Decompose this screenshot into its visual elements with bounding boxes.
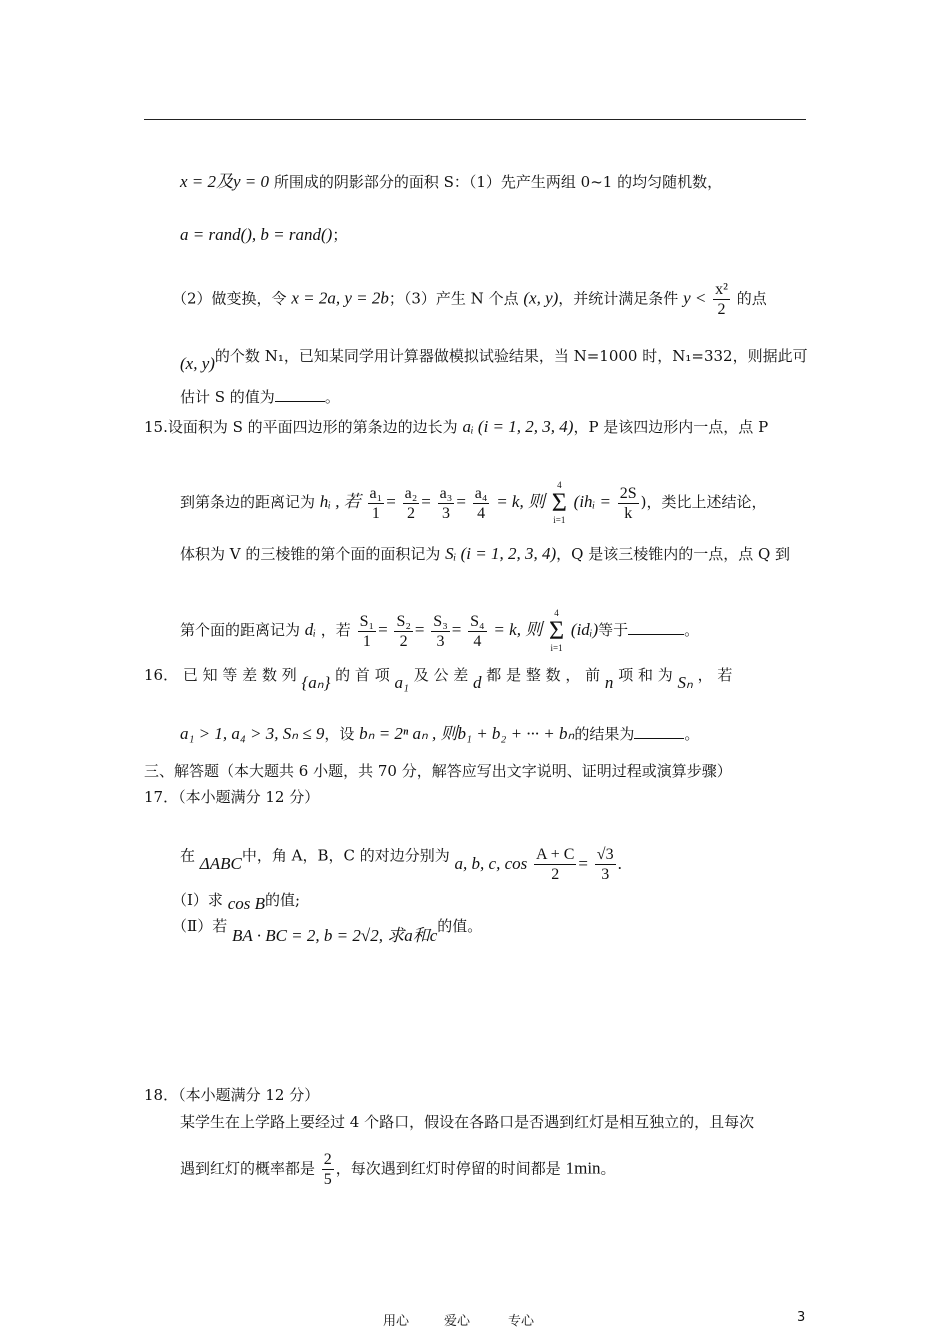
equals-sign: = (378, 620, 388, 639)
fraction (468, 612, 486, 651)
question-16-line (144, 665, 733, 692)
math-expression: Sᵢ (i = 1, 2, 3, 4) (445, 544, 557, 563)
text-run: ； (332, 226, 348, 244)
equals-sign: = (414, 620, 425, 639)
math-expression: 1min (565, 1158, 601, 1178)
section-title: 三、解答题（本大题共 6 小题，共 70 分，解答应写出文字说明、证明过程或演算步骤） (144, 762, 732, 780)
question-17-part-2 (172, 916, 483, 945)
text-run: 到第条边的距离记为 (180, 493, 316, 511)
fraction-numerator: S₄ (470, 612, 485, 630)
fraction (431, 612, 449, 651)
footer-text: 专心 (508, 1314, 535, 1329)
fraction-numerator: x² (715, 281, 728, 298)
text-run: 等于 (598, 621, 629, 639)
text-run: ，Q 是该三棱锥内的一点，点 Q 到 (556, 545, 791, 563)
text-run: 遇到红灯的概率都是 (180, 1159, 316, 1178)
question-15-line (180, 608, 699, 654)
sum-lower-limit: i=1 (553, 515, 566, 525)
text-run: 所围成的阴影部分的面积 S：（1）先产生两组 0~1 的均匀随机数， (273, 173, 723, 191)
text-run: 体积为 V 的三棱锥的第个面的面积记为 (180, 545, 441, 563)
text-run: （2）做变换，令 (172, 289, 287, 308)
fraction-denominator: 3 (601, 866, 610, 883)
fraction-denominator: 3 (442, 504, 450, 522)
math-expression: BA · BC = 2, b = 2√2, 求a和c (231, 926, 438, 945)
header-rule (144, 119, 806, 120)
fraction-numerator: a₂ (404, 484, 418, 502)
fraction-numerator: S₂ (396, 612, 411, 630)
math-expression: n (604, 673, 614, 692)
question-17-part-1 (172, 890, 301, 913)
fraction-denominator: 3 (436, 632, 445, 650)
sum-upper-limit: 4 (557, 480, 562, 490)
question-heading: 18．（本小题满分 12 分） (144, 1086, 320, 1104)
question-15-line (180, 544, 790, 564)
fraction-numerator: S₃ (433, 612, 448, 630)
math-expression: = k, 则 (496, 492, 545, 511)
fraction (713, 280, 730, 319)
math-expression: x = 2a, y = 2b (291, 288, 389, 308)
text-run: ，每次遇到红灯时停留的时间都是 (335, 1159, 561, 1178)
fraction-denominator: 5 (323, 1171, 332, 1188)
math-expression: (x, y) (523, 288, 559, 308)
fraction (618, 484, 639, 523)
text-run: ，若 (320, 621, 351, 639)
text-run: )，类比上述结论， (640, 493, 767, 511)
math-expression: dᵢ (304, 620, 316, 639)
text-run: 的值。 (437, 917, 483, 935)
math-expression: bₙ = 2ⁿ aₙ , 则b₁ + b₂ + ··· + bₙ (359, 724, 575, 743)
question-15-line (144, 417, 768, 437)
answer-blank (275, 387, 325, 402)
math-expression: d (473, 673, 482, 692)
fraction-denominator: 4 (473, 632, 482, 650)
footer-text: 爱心 (444, 1314, 471, 1329)
math-expression: x = 2及y = 0 (180, 172, 270, 191)
equals-sign: = (578, 853, 589, 873)
question-number: 16． (144, 666, 179, 684)
equals-sign: = (421, 492, 431, 511)
text-run: 设面积为 S 的平面四边形的第条边的边长为 (167, 418, 458, 436)
question-18-line (180, 1150, 616, 1189)
fraction (394, 612, 412, 651)
text-run: 及 公 差 (413, 666, 469, 684)
section-heading (144, 761, 732, 781)
text-run: 。 (600, 1159, 616, 1178)
equals-sign: = (456, 492, 466, 511)
fraction-numerator: a₁ (369, 484, 383, 502)
equals-sign: = (451, 620, 462, 639)
period: . (617, 853, 622, 873)
math-expression: (idᵢ) (570, 620, 599, 639)
summation-symbol (549, 608, 564, 654)
math-expression: a, b, c, cos (454, 853, 528, 873)
answer-blank (628, 620, 684, 635)
fraction-denominator: 1 (362, 632, 371, 650)
fraction-numerator: A + C (536, 846, 575, 863)
fraction-denominator: 2 (717, 301, 726, 318)
text-run: 估计 S 的值为 (180, 388, 275, 406)
math-expression: hᵢ , 若 (319, 492, 361, 511)
fraction-denominator: 1 (371, 504, 380, 522)
fraction-denominator: 2 (399, 632, 408, 650)
fraction (534, 845, 576, 884)
fraction (473, 484, 490, 523)
math-expression: Sₙ (677, 673, 693, 692)
text-run: ，设 (324, 725, 355, 743)
math-expression: (ihᵢ = (573, 492, 611, 511)
text-line (180, 387, 340, 407)
question-17-heading (144, 787, 319, 807)
text-run: 的个数 N₁，已知某同学用计算器做模拟试验结果，当 N=1000 时，N₁=332，则据此可 (214, 347, 808, 365)
question-18-heading (144, 1085, 319, 1105)
text-run: 。 (324, 388, 340, 406)
text-line (180, 346, 808, 373)
math-expression: y < (683, 288, 707, 308)
question-18-line (180, 1112, 754, 1132)
fraction-denominator: k (624, 504, 633, 522)
math-expression: aᵢ (i = 1, 2, 3, 4) (462, 417, 574, 436)
fraction-numerator: 2 (323, 1151, 332, 1168)
text-run: 。 (684, 621, 700, 639)
question-number: 15. (144, 418, 168, 436)
text-line (180, 225, 347, 245)
text-run: ；（3）产生 N 个点 (388, 289, 519, 308)
sum-upper-limit: 4 (554, 608, 559, 618)
math-expression: (x, y) (180, 354, 215, 373)
text-run: 在 (180, 846, 196, 865)
text-run: 某学生在上学路上要经过 4 个路口，假设在各路口是否遇到红灯是相互独立的，且每次 (180, 1113, 755, 1131)
footer-text: 用心 (383, 1314, 410, 1329)
answer-blank (634, 724, 684, 739)
text-run: 中，角 A，B，C 的对边分别为 (241, 846, 450, 865)
text-run: 第个面的距离记为 (180, 621, 301, 639)
text-run: 都 是 整 数 ， 前 (486, 666, 601, 684)
math-expression: cos B (227, 894, 266, 913)
page-number: 3 (797, 1310, 806, 1325)
text-run: 项 和 为 (618, 666, 673, 684)
fraction-numerator: 2S (619, 484, 637, 502)
fraction-denominator: 4 (477, 504, 486, 522)
fraction (595, 845, 616, 884)
question-17-line (180, 837, 622, 883)
fraction (358, 612, 376, 651)
fraction (368, 484, 385, 523)
fraction (438, 484, 455, 523)
fraction-denominator: 2 (551, 866, 560, 883)
sigma-glyph: Σ (548, 616, 565, 645)
sum-lower-limit: i=1 (550, 643, 563, 653)
text-run: （Ⅱ）若 (172, 917, 228, 935)
fraction-denominator: 2 (406, 504, 415, 522)
fraction (403, 484, 420, 523)
text-run: （Ⅰ）求 (172, 891, 223, 909)
text-run: 已 知 等 差 数 列 (182, 666, 297, 684)
text-run: 。 (684, 725, 700, 743)
question-16-line (180, 724, 699, 744)
text-run: 的结果为 (574, 725, 635, 743)
math-expression: = k, 则 (493, 620, 543, 639)
math-expression: ΔABC (199, 853, 242, 873)
sigma-glyph: Σ (551, 488, 567, 517)
question-15-line (180, 480, 767, 526)
text-run: 的点 (736, 289, 767, 308)
fraction-numerator: S₁ (359, 612, 375, 630)
text-run: 的值; (265, 891, 301, 909)
fraction-numerator: a₄ (474, 484, 488, 502)
equals-sign: = (386, 492, 396, 511)
math-expression: a₁ > 1, a₄ > 3, Sₙ ≤ 9 (180, 724, 325, 743)
text-run: ， 若 (697, 666, 733, 684)
fraction (322, 1150, 334, 1189)
text-run: ，并统计满足条件 (558, 289, 679, 308)
text-run: 的 首 项 (335, 666, 390, 684)
math-expression: a = rand(), b = rand() (180, 225, 333, 244)
fraction-numerator: a₃ (439, 484, 453, 502)
fraction-numerator: √3 (596, 846, 614, 863)
summation-symbol (552, 480, 567, 526)
math-expression: {aₙ} (301, 673, 331, 692)
math-expression: a₁ (394, 673, 409, 692)
text-run: ，P 是该四边形内一点，点 P (573, 418, 769, 436)
question-heading: 17．（本小题满分 12 分） (144, 788, 320, 806)
text-line (172, 280, 767, 319)
text-line (180, 172, 722, 192)
